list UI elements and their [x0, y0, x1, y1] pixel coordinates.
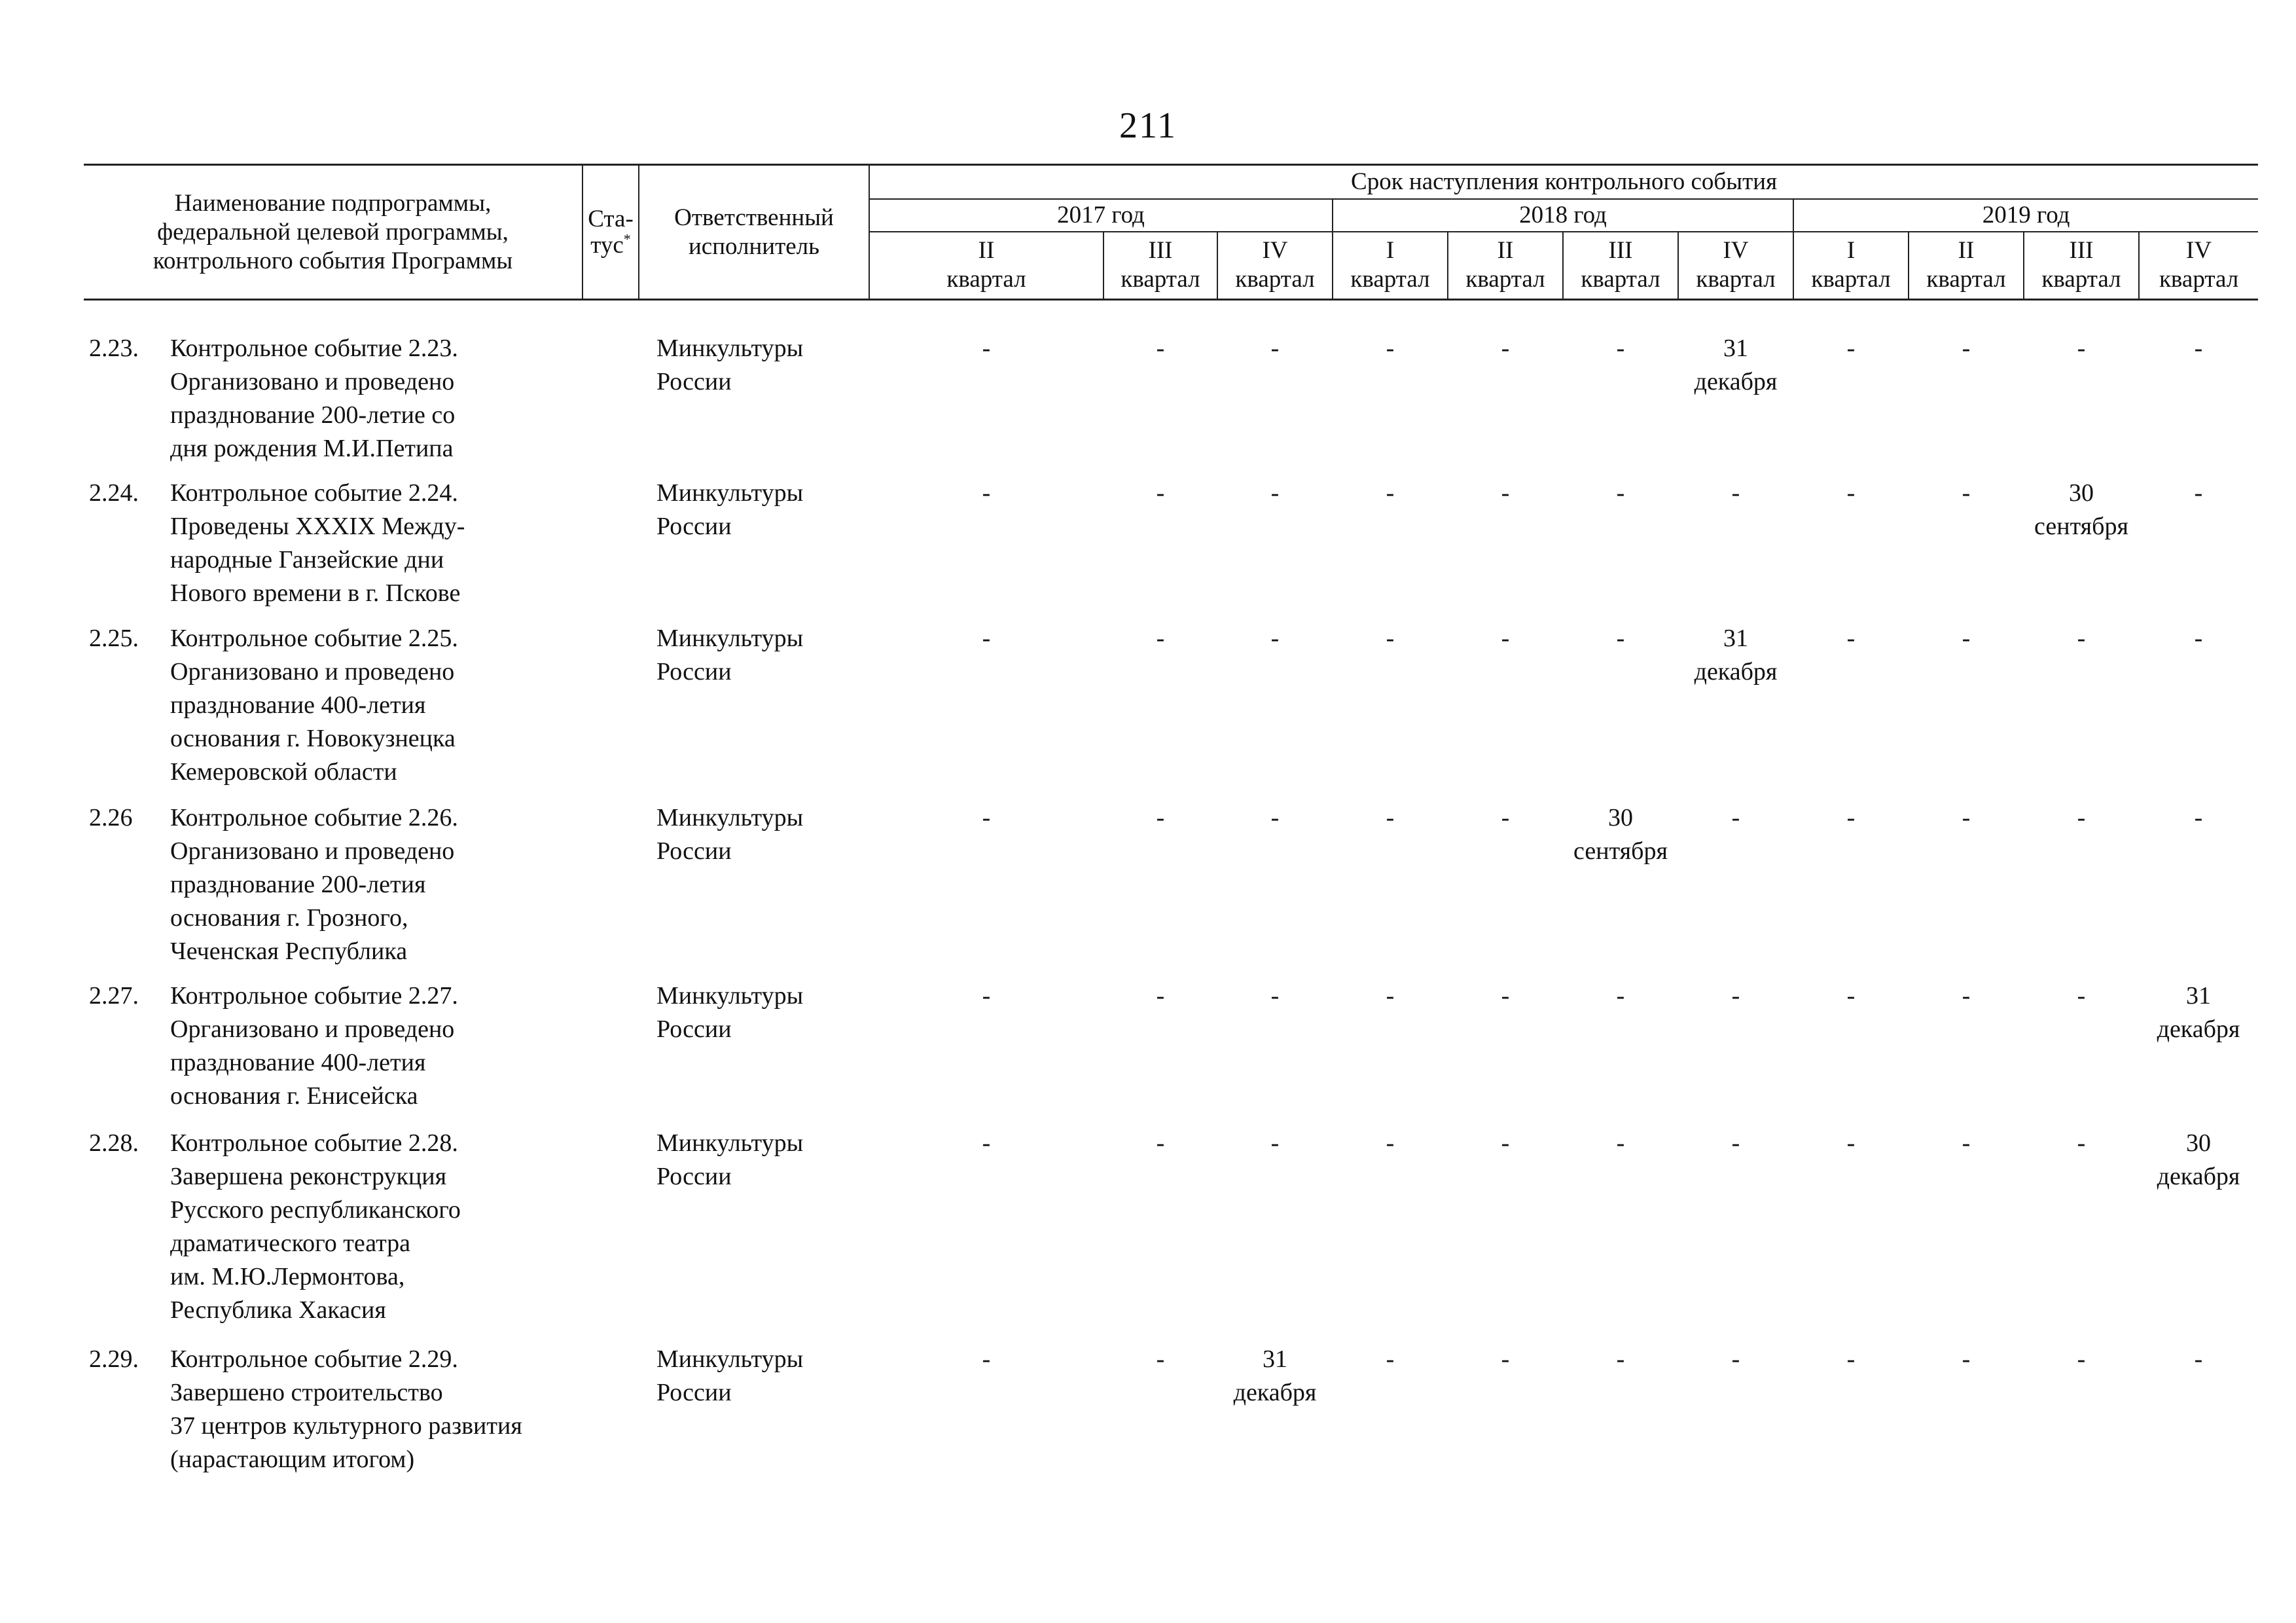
deadline-cell: - — [1386, 1345, 1395, 1373]
deadline-cell: - — [2194, 335, 2203, 362]
deadline-cell: - — [1731, 1345, 1740, 1373]
deadline-cell: - — [1846, 335, 1856, 362]
deadline-cell: - — [1731, 982, 1740, 1010]
event-description: Контрольное событие 2.26. Организовано и проведено празднование 200-летия основания г. Грозного, Чеченская Республика — [170, 804, 458, 965]
deadline-cell: - — [1270, 982, 1280, 1010]
deadline-cell: - — [982, 982, 991, 1010]
header-quarter: II квартал — [1909, 232, 2024, 300]
page-number: 211 — [1119, 105, 1177, 146]
responsible-executor: Минкультуры России — [656, 804, 804, 865]
deadline-cell: - — [1501, 1129, 1510, 1157]
deadline-cell: - — [2194, 804, 2203, 831]
header-quarter: III квартал — [1563, 232, 1678, 300]
deadline-cell: - — [1156, 1129, 1165, 1157]
deadline-cell: - — [1386, 804, 1395, 831]
deadline-cell: - — [1270, 625, 1280, 652]
deadline-cell: - — [1731, 479, 1740, 507]
header-year-2017: 2017 год — [869, 199, 1333, 232]
deadline-cell: - — [2077, 625, 2086, 652]
event-description: Контрольное событие 2.24. Проведены XXXIX Между- народные Ганзейские дни Нового времени в г. Пскове — [170, 479, 465, 607]
deadline-cell: - — [1156, 982, 1165, 1010]
deadline-cell: - — [982, 625, 991, 652]
deadline-cell: - — [1962, 335, 1971, 362]
deadline-cell: 31 декабря — [1694, 625, 1778, 685]
deadline-cell: - — [2077, 1345, 2086, 1373]
deadline-cell: - — [1501, 804, 1510, 831]
deadline-cell: - — [1962, 625, 1971, 652]
deadline-cell: - — [1846, 479, 1856, 507]
deadline-cell: - — [1270, 335, 1280, 362]
header-deadline: Срок наступления контрольного события — [869, 165, 2258, 199]
deadline-cell: 30 декабря — [2157, 1129, 2240, 1190]
deadline-cell: - — [1386, 335, 1395, 362]
event-description: Контрольное событие 2.29. Завершено строительство 37 центров культурного развития (нарастающим итогом) — [170, 1345, 522, 1473]
deadline-cell: - — [2077, 804, 2086, 831]
deadline-cell: - — [2194, 1345, 2203, 1373]
deadline-cell: - — [1501, 335, 1510, 362]
header-year-2019: 2019 год — [1793, 199, 2258, 232]
header-quarter: II квартал — [1448, 232, 1563, 300]
control-events-table — [84, 164, 2248, 1473]
status-footnote-mark: * — [623, 230, 631, 247]
header-quarter: II квартал — [869, 232, 1103, 300]
row-number: 2.29. — [89, 1345, 139, 1373]
deadline-cell: - — [1501, 982, 1510, 1010]
deadline-cell: - — [1846, 1345, 1856, 1373]
deadline-cell: - — [2194, 479, 2203, 507]
deadline-cell: - — [1962, 1129, 1971, 1157]
header-status — [583, 165, 639, 300]
deadline-cell: 31 декабря — [2157, 982, 2240, 1043]
deadline-cell: - — [982, 1129, 991, 1157]
row-number: 2.23. — [89, 335, 139, 362]
deadline-cell: - — [1962, 804, 1971, 831]
deadline-cell: - — [2194, 625, 2203, 652]
deadline-cell: - — [982, 1345, 991, 1373]
deadline-cell: - — [1386, 479, 1395, 507]
deadline-cell: - — [1386, 625, 1395, 652]
row-number: 2.27. — [89, 982, 139, 1010]
deadline-cell: - — [1501, 1345, 1510, 1373]
deadline-cell: - — [1616, 1129, 1625, 1157]
deadline-cell: - — [1616, 1345, 1625, 1373]
responsible-executor: Минкультуры России — [656, 479, 804, 540]
header-status-label: Ста- тус — [588, 205, 634, 259]
deadline-cell: - — [1156, 1345, 1165, 1373]
deadline-cell: - — [1386, 982, 1395, 1010]
responsible-executor: Минкультуры России — [656, 1345, 804, 1406]
responsible-executor: Минкультуры России — [656, 625, 804, 685]
header-quarter: III квартал — [2024, 232, 2139, 300]
row-number: 2.24. — [89, 479, 139, 507]
deadline-cell: 30 сентября — [2034, 479, 2128, 540]
deadline-cell: - — [982, 804, 991, 831]
deadline-cell: - — [1962, 982, 1971, 1010]
deadline-cell: - — [982, 479, 991, 507]
header-quarter: IV квартал — [1678, 232, 1793, 300]
event-description: Контрольное событие 2.23. Организовано и проведено празднование 200-летие со дня рождения М.И.Петипа — [170, 335, 458, 462]
deadline-cell: - — [1846, 625, 1856, 652]
deadline-cell: - — [982, 335, 991, 362]
deadline-cell: - — [2077, 1129, 2086, 1157]
event-description: Контрольное событие 2.25. Организовано и проведено празднование 400-летия основания г. Новокузнецка Кемеровской области — [170, 625, 458, 786]
deadline-cell: - — [1270, 479, 1280, 507]
deadline-cell: - — [1846, 804, 1856, 831]
deadline-cell: - — [1846, 1129, 1856, 1157]
deadline-cell: - — [1156, 335, 1165, 362]
deadline-cell: - — [2077, 982, 2086, 1010]
deadline-cell: - — [1962, 479, 1971, 507]
deadline-cell: - — [1846, 982, 1856, 1010]
deadline-cell: - — [1156, 804, 1165, 831]
deadline-cell: - — [1501, 625, 1510, 652]
deadline-cell: - — [1156, 625, 1165, 652]
deadline-cell: - — [1616, 479, 1625, 507]
header-quarter: IV квартал — [1217, 232, 1333, 300]
deadline-cell: - — [1962, 1345, 1971, 1373]
deadline-cell: - — [1501, 479, 1510, 507]
deadline-cell: - — [1616, 335, 1625, 362]
table-header — [84, 164, 2258, 301]
header-responsible: Ответственный исполнитель — [639, 165, 869, 300]
deadline-cell: - — [1616, 982, 1625, 1010]
row-number: 2.28. — [89, 1129, 139, 1157]
header-quarter: III квартал — [1103, 232, 1217, 300]
header-name: Наименование подпрограммы, федеральной целевой программы, контрольного события Программы — [84, 165, 583, 300]
deadline-cell: - — [1386, 1129, 1395, 1157]
responsible-executor: Минкультуры России — [656, 1129, 804, 1190]
deadline-cell: - — [1731, 1129, 1740, 1157]
responsible-executor: Минкультуры России — [656, 982, 804, 1043]
header-quarter: I квартал — [1333, 232, 1448, 300]
row-number: 2.26 — [89, 804, 133, 831]
deadline-cell: - — [2077, 335, 2086, 362]
responsible-executor: Минкультуры России — [656, 335, 804, 395]
deadline-cell: - — [1616, 625, 1625, 652]
deadline-cell: - — [1731, 804, 1740, 831]
deadline-cell: 31 декабря — [1233, 1345, 1317, 1406]
header-quarter: I квартал — [1793, 232, 1909, 300]
header-quarter: IV квартал — [2139, 232, 2258, 300]
deadline-cell: - — [1270, 804, 1280, 831]
event-description: Контрольное событие 2.28. Завершена реконструкция Русского республиканского драматического театра им. М.Ю.Лермонтова, Республика Хакасия — [170, 1129, 461, 1324]
deadline-cell: 30 сентября — [1573, 804, 1668, 865]
deadline-cell: - — [1270, 1129, 1280, 1157]
deadline-cell: - — [1156, 479, 1165, 507]
row-number: 2.25. — [89, 625, 139, 652]
deadline-cell: 31 декабря — [1694, 335, 1778, 395]
header-year-2018: 2018 год — [1333, 199, 1793, 232]
event-description: Контрольное событие 2.27. Организовано и проведено празднование 400-летия основания г. Енисейска — [170, 982, 458, 1110]
